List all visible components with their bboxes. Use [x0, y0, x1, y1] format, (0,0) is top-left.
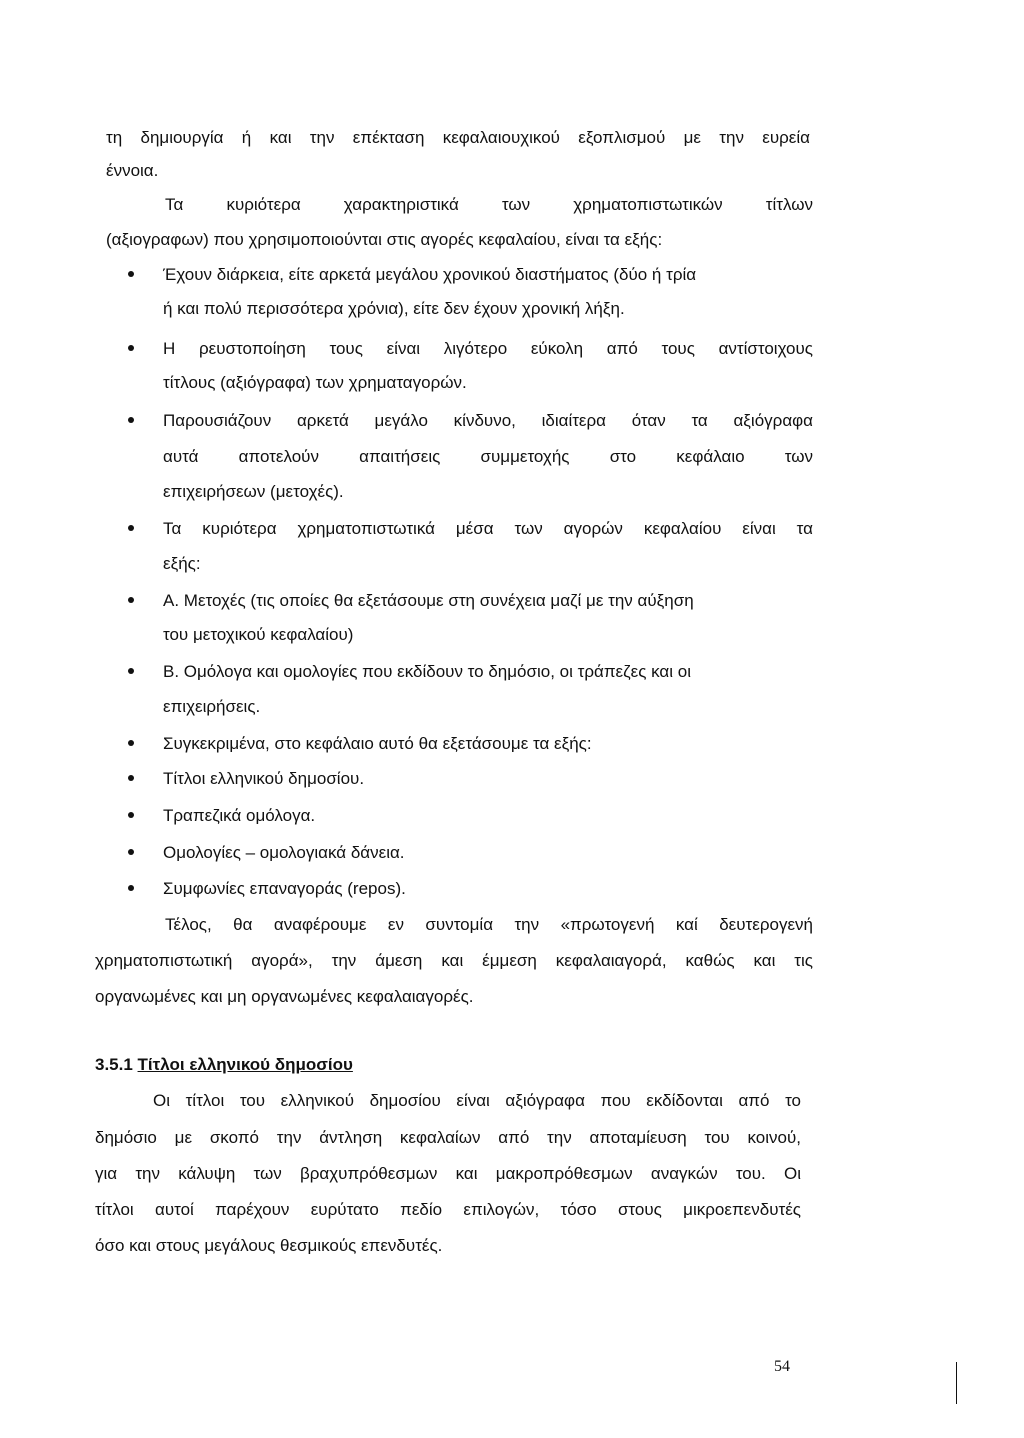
closing-line-1: Τέλος, θα αναφέρουμε εν συντομία την «πρωτογενή καί δευτερογενή [165, 915, 813, 934]
section-number: 3.5.1 [95, 1055, 133, 1074]
intro-line-2: έννοια. [106, 161, 159, 180]
bullet-dot [128, 775, 134, 781]
bullet-dot [128, 740, 134, 746]
bullet-bonds-line-2: επιχειρήσεις. [163, 697, 261, 716]
bullet-bond-loans: Ομολογίες – ομολογιακά δάνεια. [163, 843, 405, 862]
bullet-dot [128, 849, 134, 855]
page-number: 54 [774, 1358, 790, 1375]
bullet-liquidity-line-1: Η ρευστοποίηση τους είναι λιγότερο εύκολη από τους αντίστοιχους [163, 339, 813, 358]
features-intro-line-2: (αξιογραφων) που χρησιμοποιούνται στις αγορές κεφαλαίου, είναι τα εξής: [106, 230, 663, 249]
bullet-duration-line-2: ή και πολύ περισσότερα χρόνια), είτε δεν έχουν χρονική λήξη. [163, 299, 625, 318]
features-intro-line-1: Τα κυριότερα χαρακτηριστικά των χρηματοπιστωτικών τίτλων [165, 195, 813, 214]
section-body-line-1: Οι τίτλοι του ελληνικού δημοσίου είναι αξιόγραφα που εκδίδονται από το [153, 1091, 801, 1110]
intro-line-1: τη δημιουργία ή και την επέκταση κεφαλαιουχικού εξοπλισμού με την ευρεία [106, 128, 810, 147]
bullet-duration-line-1: Έχουν διάρκεια, είτε αρκετά μεγάλου χρονικού διαστήματος (δύο ή τρία [163, 265, 697, 284]
closing-line-2: χρηματοπιστωτική αγορά», την άμεση και έμμεση κεφαλαιαγορά, καθώς και τις [95, 951, 813, 970]
bullet-risk-line-2: αυτά αποτελούν απαιτήσεις συμμετοχής στο κεφάλαιο των [163, 447, 813, 466]
bullet-dot [128, 668, 134, 674]
bullet-dot [128, 417, 134, 423]
bullet-bonds-line-1: Β. Ομόλογα και ομολογίες που εκδίδουν το δημόσιο, οι τράπεζες και οι [163, 662, 691, 681]
section-body-line-3: για την κάλυψη των βραχυπρόθεσμων και μακροπρόθεσμων αναγκών του. Οι [95, 1164, 801, 1183]
closing-line-3: οργανωμένες και μη οργανωμένες κεφαλαιαγορές. [95, 987, 474, 1006]
section-body-line-5: όσο και στους μεγάλους θεσμικούς επενδυτές. [95, 1236, 443, 1255]
bullet-liquidity-line-2: τίτλους (αξιόγραφα) των χρηματαγορών. [163, 373, 467, 392]
bullet-dot [128, 271, 134, 277]
bullet-dot [128, 525, 134, 531]
bullet-dot [128, 885, 134, 891]
bullet-gov-securities: Τίτλοι ελληνικού δημοσίου. [163, 769, 365, 788]
bullet-dot [128, 812, 134, 818]
margin-rule [956, 1362, 957, 1404]
bullet-instruments-line-2: εξής: [163, 554, 201, 573]
bullet-shares-line-2: του μετοχικού κεφαλαίου) [163, 625, 354, 644]
bullet-repos: Συμφωνίες επαναγοράς (repos). [163, 879, 406, 898]
section-body-line-2: δημόσιο με σκοπό την άντληση κεφαλαίων από την αποταμίευση του κοινού, [95, 1128, 801, 1147]
bullet-bank-bonds: Τραπεζικά ομόλογα. [163, 806, 316, 825]
bullet-instruments-line-1: Τα κυριότερα χρηματοπιστωτικά μέσα των αγορών κεφαλαίου είναι τα [163, 519, 813, 538]
bullet-dot [128, 345, 134, 351]
section-body-line-4: τίτλοι αυτοί παρέχουν ευρύτατο πεδίο επιλογών, τόσο στους μικροεπενδυτές [95, 1200, 801, 1219]
bullet-risk-line-3: επιχειρήσεων (μετοχές). [163, 482, 344, 501]
section-title: Τίτλοι ελληνικού δημοσίου [137, 1055, 353, 1074]
bullet-specifically: Συγκεκριμένα, στο κεφάλαιο αυτό θα εξετάσουμε τα εξής: [163, 734, 592, 753]
bullet-risk-line-1: Παρουσιάζουν αρκετά μεγάλο κίνδυνο, ιδιαίτερα όταν τα αξιόγραφα [163, 411, 813, 430]
section-heading [95, 1054, 353, 1076]
bullet-dot [128, 597, 134, 603]
bullet-shares-line-1: Α. Μετοχές (τις οποίες θα εξετάσουμε στη συνέχεια μαζί με την αύξηση [163, 591, 694, 610]
